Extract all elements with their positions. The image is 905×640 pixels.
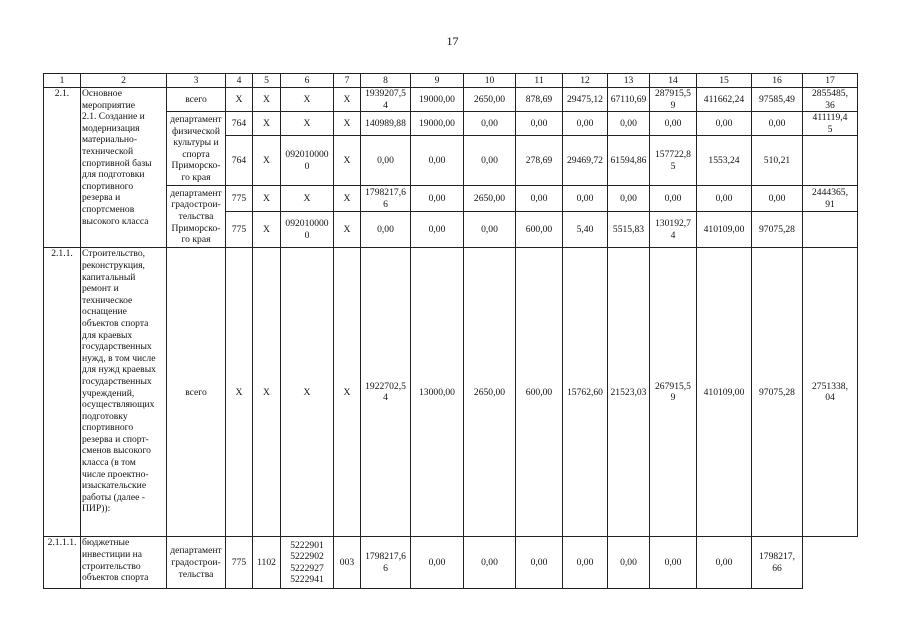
cell-col-13: 21523,03 [608,248,650,537]
cell-col-7: X [334,248,361,537]
cell-col-5: X [253,88,281,112]
cell-col-16: 1798217, 66 [752,537,803,589]
cell-col-11: 600,00 [516,248,563,537]
cell-col-5: X [253,186,281,212]
cell-col-10: 0,00 [464,537,516,589]
row-name: бюджетные инвестиции на строительство объектов спорта [81,537,167,589]
cell-col-13: 67110,69 [608,88,650,112]
cell-col-12: 0,00 [563,112,608,136]
cell-col-15: 410109,00 [697,248,752,537]
table-row-2-1-1 [44,248,858,537]
cell-col-13: 5515,83 [608,212,650,248]
cell-col-3: всего [167,88,226,112]
cell-col-4: 775 [226,186,253,212]
cell-col-10: 0,00 [464,212,516,248]
table-row-2-1-1-1 [44,537,858,589]
cell-col-6: X [281,248,334,537]
cell-col-14: 0,00 [650,186,697,212]
cell-col-6: 092010000 0 [281,212,334,248]
column-number-14: 14 [650,74,697,88]
cell-col-9: 19000,00 [411,112,464,136]
cell-col-6: 092010000 0 [281,136,334,186]
cell-col-16: 97075,28 [752,212,803,248]
cell-col-17 [803,136,858,186]
cell-col-7: X [334,212,361,248]
cell-col-6: X [281,112,334,136]
executor-cell: департамент градострои- тельства Приморско- го края [167,186,226,248]
column-number-13: 13 [608,74,650,88]
column-number-4: 4 [226,74,253,88]
cell-col-4: 775 [226,537,253,589]
cell-col-9: 0,00 [411,186,464,212]
cell-col-8: 1922702,5 4 [361,248,411,537]
cell-col-16: 97585,49 [752,88,803,112]
cell-col-4: X [226,248,253,537]
cell-col-11: 878,69 [516,88,563,112]
cell-col-15: 410109,00 [697,212,752,248]
cell-col-10: 2650,00 [464,186,516,212]
cell-col-10: 2650,00 [464,248,516,537]
cell-col-9: 0,00 [411,537,464,589]
cell-col-15: 0,00 [697,537,752,589]
executor-cell: департамент градострои- тельства [167,537,226,589]
cell-col-11: 0,00 [516,537,563,589]
cell-col-9: 13000,00 [411,248,464,537]
row-code: 2.1. [44,88,81,248]
cell-col-16: 510,21 [752,136,803,186]
cell-col-15: 0,00 [697,112,752,136]
cell-col-14: 130192,7 4 [650,212,697,248]
cell-col-14: 287915,5 9 [650,88,697,112]
cell-col-6: X [281,186,334,212]
cell-col-9: 0,00 [411,136,464,186]
column-number-9: 9 [411,74,464,88]
cell-col-7: 003 [334,537,361,589]
table-row-2-1-urban-dept [44,186,858,212]
cell-col-15: 1553,24 [697,136,752,186]
cell-col-8: 1798217,6 6 [361,186,411,212]
cell-col-17: 2444365, 91 [803,186,858,212]
cell-col-12: 29475,12 [563,88,608,112]
cell-col-8: 0,00 [361,212,411,248]
column-number-10: 10 [464,74,516,88]
cell-col-5: X [253,248,281,537]
cell-col-11: 0,00 [516,112,563,136]
executor-cell: департамент физической культуры и спорта Приморско- го края [167,112,226,186]
cell-col-17: 2751338, 04 [803,248,858,537]
column-number-12: 12 [563,74,608,88]
row-code: 2.1.1. [44,248,81,537]
cell-col-9: 0,00 [411,212,464,248]
column-number-16: 16 [752,74,803,88]
budget-table [43,73,858,589]
page-number: 17 [446,34,459,48]
cell-col-10: 0,00 [464,136,516,186]
cell-col-13: 0,00 [608,186,650,212]
cell-col-13: 0,00 [608,537,650,589]
cell-col-17: 2855485, 36 [803,88,858,112]
cell-col-7: X [334,186,361,212]
cell-col-12: 0,00 [563,186,608,212]
cell-col-17 [803,212,858,248]
cell-col-12: 0,00 [563,537,608,589]
column-number-2: 2 [81,74,167,88]
cell-col-16: 97075,28 [752,248,803,537]
cell-col-8: 0,00 [361,136,411,186]
cell-col-6: 5222901 5222902 5222927 5222941 [281,537,334,589]
cell-col-16: 0,00 [752,112,803,136]
header-row [44,74,858,88]
cell-col-14: 267915,5 9 [650,248,697,537]
cell-col-5: X [253,136,281,186]
cell-col-5: 1102 [253,537,281,589]
cell-col-17: 411119,4 5 [803,112,858,136]
column-number-8: 8 [361,74,411,88]
column-number-11: 11 [516,74,563,88]
cell-col-8: 1798217,6 6 [361,537,411,589]
cell-col-12: 15762,60 [563,248,608,537]
cell-col-12: 29469,72 [563,136,608,186]
cell-col-7: X [334,136,361,186]
row-name: Основное мероприятие 2.1. Создание и модернизация материально- технической спортивной базы для подготовки спортивного резерва и спортсменов высокого класса [81,88,167,248]
column-number-6: 6 [281,74,334,88]
table-body [44,74,858,589]
cell-col-14: 157722,8 5 [650,136,697,186]
cell-col-13: 61594,86 [608,136,650,186]
column-number-7: 7 [334,74,361,88]
cell-col-7: X [334,88,361,112]
column-number-15: 15 [697,74,752,88]
cell-col-14: 0,00 [650,537,697,589]
table-row-2-1-total [44,88,858,112]
cell-col-16: 0,00 [752,186,803,212]
cell-col-15: 0,00 [697,186,752,212]
cell-col-11: 600,00 [516,212,563,248]
row-name: Строительство, реконструкция, капитальный ремонт и техническое оснащение объектов спорта для краевых государственных нужд, в том числе для нужд краевых государственных учреждений, осуществляющих подготовку спортивного резерва и спорт- сменов высокого класса (в том числе проектно- изыскательские работы (далее - ПИР)): [81,248,167,537]
cell-col-12: 5,40 [563,212,608,248]
cell-col-4: 764 [226,112,253,136]
cell-col-4: X [226,88,253,112]
cell-col-7: X [334,112,361,136]
cell-col-3: всего [167,248,226,537]
column-number-3: 3 [167,74,226,88]
cell-col-5: X [253,212,281,248]
cell-col-11: 0,00 [516,186,563,212]
cell-col-4: 764 [226,136,253,186]
column-number-5: 5 [253,74,281,88]
cell-col-10: 2650,00 [464,88,516,112]
cell-col-6: X [281,88,334,112]
cell-col-15: 411662,24 [697,88,752,112]
cell-col-8: 1939207,5 4 [361,88,411,112]
cell-col-4: 775 [226,212,253,248]
table-row-2-1-sport-dept [44,112,858,136]
cell-col-10: 0,00 [464,112,516,136]
row-code: 2.1.1.1. [44,537,81,589]
cell-col-9: 19000,00 [411,88,464,112]
cell-col-8: 140989,88 [361,112,411,136]
column-number-1: 1 [44,74,81,88]
cell-col-13: 0,00 [608,112,650,136]
column-number-17: 17 [803,74,858,88]
cell-col-5: X [253,112,281,136]
cell-col-11: 278,69 [516,136,563,186]
cell-col-14: 0,00 [650,112,697,136]
